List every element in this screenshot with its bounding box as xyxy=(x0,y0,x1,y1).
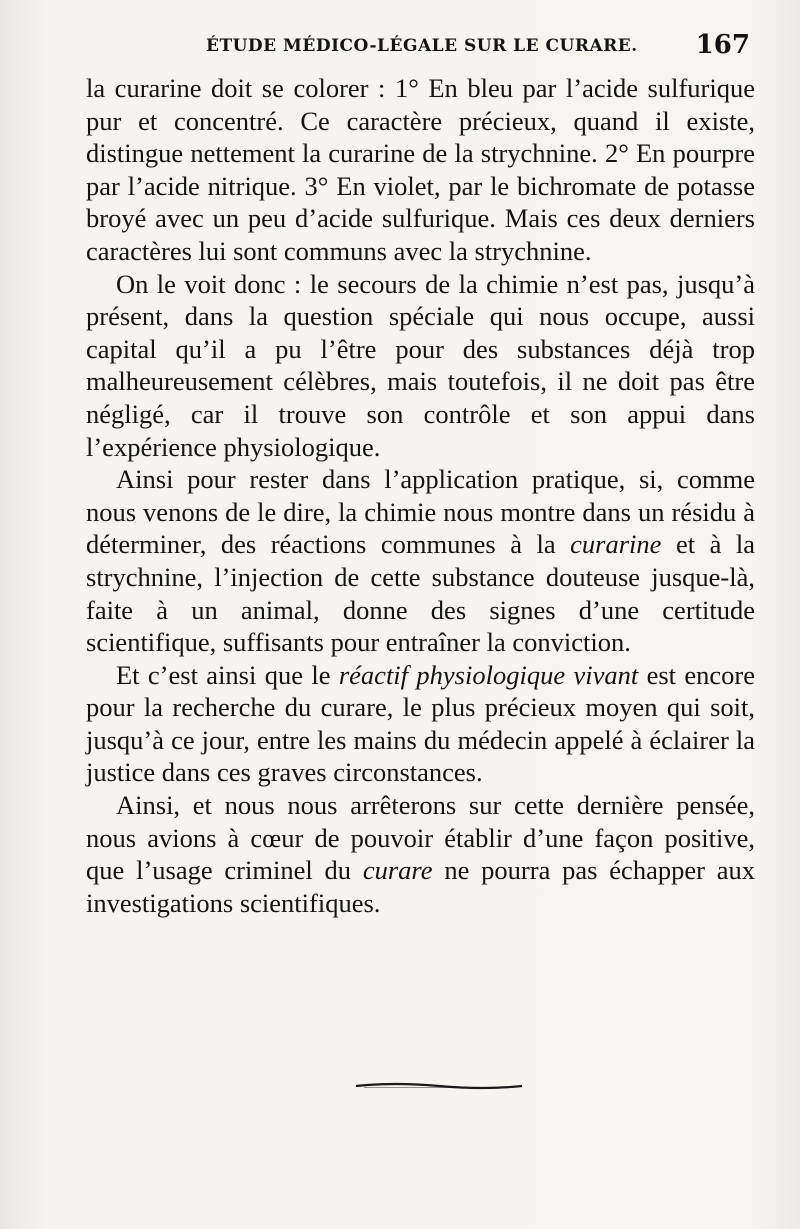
italic-term-reactif: réactif physiologique vivant xyxy=(338,659,639,690)
paragraph-4-text-after: est encore pour la recherche du curare, le plus précieux moyen qui soit, jusqu’à ce jour, entre les mains du médecin appelé à éclairer la justice dans ces graves circonstances. xyxy=(86,659,755,788)
paragraph-4-text-before: Et c’est ainsi que le xyxy=(116,659,339,690)
end-ornament-rule xyxy=(354,1080,524,1092)
body-text xyxy=(86,72,755,919)
running-head: ÉTUDE MÉDICO-LÉGALE SUR LE CURARE. xyxy=(206,36,638,56)
paragraph-3-text-after: et à la strychnine, l’injection de cette substance douteuse jusque-là, faite à un animal, donne des signes d’une certitude scientifique, suffisants pour entraîner la conviction. xyxy=(86,529,756,658)
paragraph-3 xyxy=(86,463,755,659)
paragraph-5-text-before: Ainsi, et nous nous arrêterons sur cette dernière pensée, nous avions à cœur de pouvoir établir d’une façon positive, que l’usage criminel du xyxy=(86,790,755,886)
page-number: 167 xyxy=(695,30,750,60)
page-header xyxy=(86,30,750,70)
paragraph-5-text-after: ne pourra pas échapper aux investigations scientifiques. xyxy=(86,855,755,918)
paragraph-4 xyxy=(86,659,755,789)
italic-term-curare: curare xyxy=(362,855,433,886)
paragraph-3-text-before: Ainsi pour rester dans l’application pratique, si, comme nous venons de le dire, la chimie nous montre dans un résidu à déterminer, des réactions communes à la xyxy=(86,464,755,560)
italic-term-curarine: curarine xyxy=(570,529,662,560)
paragraph-1: la curarine doit se colorer : 1° En bleu par l’acide sulfurique pur et concentré. Ce caractère précieux, quand il existe, distingue nettement la curarine de la strychnine. 2° En pourpre par l’acide nitrique. 3° En violet, par le bichromate de potasse broyé avec un peu d’acide sulfurique. Mais ces deux derniers caractères lui sont communs avec la strychnine. xyxy=(86,73,755,266)
paragraph-5 xyxy=(86,789,755,919)
paragraph-2: On le voit donc : le secours de la chimie n’est pas, jusqu’à présent, dans la question spéciale qui nous occupe, aussi capital qu’il a pu l’être pour des substances déjà trop malheureusement célèbres, mais toutefois, il ne doit pas être négligé, car il trouve son contrôle et son appui dans l’expérience physiologique. xyxy=(86,268,755,462)
